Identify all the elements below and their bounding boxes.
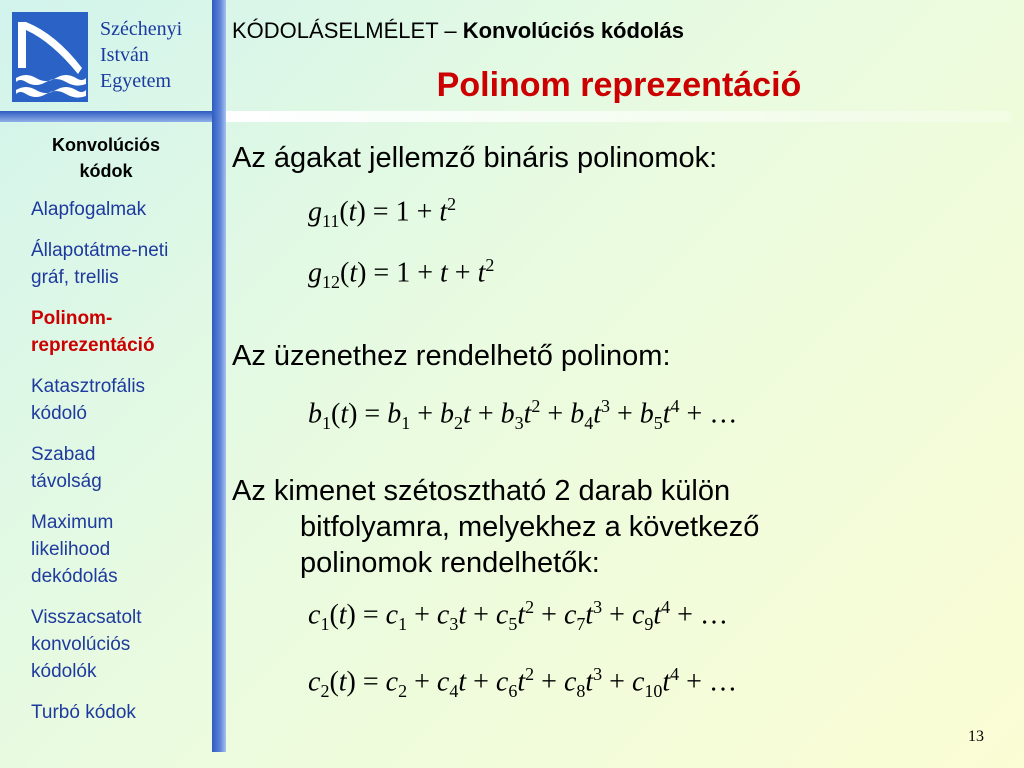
university-line1: Széchenyi xyxy=(100,18,183,40)
university-name xyxy=(100,16,182,94)
sidebar-item-turbo-kodok[interactable]: Turbó kódok xyxy=(31,702,136,723)
university-line3: Egyetem xyxy=(100,70,172,92)
university-line2: István xyxy=(100,44,149,66)
paragraph-branch-polynomials: Az ágakat jellemző bináris polinomok: xyxy=(232,142,718,174)
sidebar-item-katasztrofalis[interactable]: Katasztrofális kódoló xyxy=(31,376,146,424)
header-horizontal-divider xyxy=(226,111,1012,122)
header-subject: KÓDOLÁSELMÉLET – xyxy=(232,18,463,43)
sidebar-heading: Konvolúciós kódok xyxy=(51,135,160,181)
equation-c1: $c_1(t) = c_1 + c_3t + c_5t^2 + c_7t^3 + c_9t^4$ + … xyxy=(308,596,728,634)
sidebar-horizontal-divider xyxy=(0,111,212,122)
slide-content xyxy=(232,140,1012,713)
sidebar-item-allapotatmeneti[interactable]: Állapotátme-neti gráf, trellis xyxy=(31,240,169,288)
university-logo xyxy=(12,12,88,102)
sidebar-item-maximum-likelihood[interactable]: Maximum likelihood dekódolás xyxy=(31,512,118,587)
equation-g12: $g_{12}(t) = 1 + t + t^2$ xyxy=(308,254,495,292)
sidebar-item-visszacsatolt[interactable]: Visszacsatolt konvolúciós kódolók xyxy=(31,607,142,682)
sidebar-item-alapfogalmak[interactable]: Alapfogalmak xyxy=(31,199,147,220)
slide-title: Polinom reprezentáció xyxy=(436,66,802,104)
equation-g11: $g_{11}(t) = 1 + t^2$ xyxy=(308,194,457,231)
sidebar-item-szabad-tavolsag[interactable]: Szabad távolság xyxy=(31,444,102,492)
paragraph-output-line1: Az kimenet szétosztható 2 darab külön xyxy=(232,474,731,507)
vertical-divider xyxy=(212,0,226,752)
page-number: 13 xyxy=(968,728,984,745)
sidebar-nav xyxy=(0,132,212,740)
paragraph-message-polynomial: Az üzenethez rendelhető polinom: xyxy=(232,339,671,372)
header-subtitle xyxy=(232,18,684,44)
paragraph-output-line3: polinomok rendelhetők: xyxy=(300,546,600,579)
header-topic: Konvolúciós kódolás xyxy=(462,18,684,43)
paragraph-output-line2: bitfolyamra, melyekhez a következő xyxy=(300,510,760,543)
equation-b1: $b_1(t) = b_1 + b_2t + b_3t^2 + b_4t^3 + b_5t^4$ + … xyxy=(308,395,738,433)
equation-c2: $c_2(t) = c_2 + c_4t + c_6t^2 + c_8t^3 + c_{10}t^4$ + … xyxy=(308,663,737,701)
sidebar-item-polinom[interactable]: Polinom-reprezentáció xyxy=(31,308,155,356)
